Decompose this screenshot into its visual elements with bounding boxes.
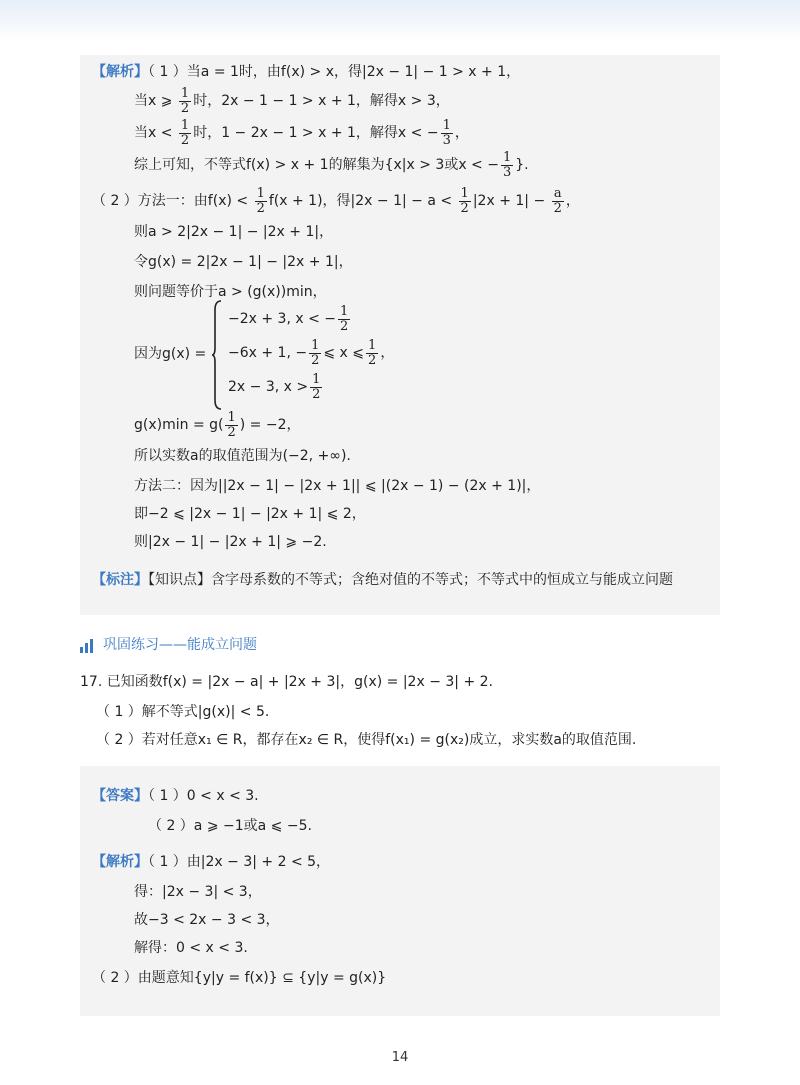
section-title xyxy=(80,634,257,654)
text: f(x + 1)，得|2x − 1| − a < xyxy=(268,193,457,209)
sol16-part2-line8: 方法二：因为||2x − 1| − |2x + 1|| ⩽ |(2x − 1) − (2x + 1)|， xyxy=(134,478,541,494)
text: ， xyxy=(565,193,580,209)
note-line xyxy=(92,570,673,590)
sol17-line3: 故−3 < 2x − 3 < 3， xyxy=(134,912,280,928)
text: 综上可知，不等式f(x) > x + 1的解集为{x|x > 3或x < − xyxy=(134,157,499,173)
text: （ 1 ）由|2x − 3| + 2 < 5， xyxy=(148,854,331,870)
text: −6x + 1, − xyxy=(228,345,308,361)
piecewise-case-2 xyxy=(228,338,394,368)
q17-part2: （ 2 ）若对任意x₁ ∈ R，都存在x₂ ∈ R，使得f(x₁) = g(x₂)成立，求实数a的取值范围. xyxy=(96,732,637,748)
sol16-line4 xyxy=(134,150,529,180)
fraction: $\frac{1}{2}$ xyxy=(368,337,377,368)
fraction: $\frac{1}{3}$ xyxy=(442,117,451,148)
text: }. xyxy=(515,157,529,173)
q17-part1: （ 1 ）解不等式|g(x)| < 5. xyxy=(96,704,270,720)
sol17-line2: 得：|2x − 3| < 3， xyxy=(134,884,262,900)
ans17-line2: （ 2 ）a ⩾ −1或a ⩽ −5. xyxy=(148,818,312,834)
note-text: 【知识点】含字母系数的不等式；含绝对值的不等式；不等式中的恒成立与能成立问题 xyxy=(148,572,673,588)
q17-stem: 17. 已知函数f(x) = |2x − a| + |2x + 3|，g(x) = |2x − 3| + 2. xyxy=(80,674,493,690)
signal-bars-icon xyxy=(80,637,95,653)
fraction: $\frac{1}{2}$ xyxy=(227,409,236,440)
fraction: $\frac{1}{2}$ xyxy=(256,185,265,216)
sol16-line3 xyxy=(134,118,469,148)
text: ， xyxy=(380,345,395,361)
text: |2x + 1| − xyxy=(472,193,550,209)
fraction: $\frac{1}{2}$ xyxy=(460,185,469,216)
text: ， xyxy=(454,125,469,141)
fraction: $\frac{1}{2}$ xyxy=(340,303,349,334)
analysis-tag: 【解析】 xyxy=(92,854,148,870)
left-brace-icon xyxy=(212,300,222,410)
header-band xyxy=(0,0,800,42)
text: −2x + 3, x < − xyxy=(228,311,337,327)
sol16-line2 xyxy=(134,86,450,116)
text: 2x − 3, x > xyxy=(228,379,309,395)
fraction: $\frac{1}{3}$ xyxy=(502,149,512,180)
text: （ 1 ）0 < x < 3. xyxy=(148,788,259,804)
sol16-part2-line4: 则问题等价于a > (g(x))min， xyxy=(134,284,327,300)
text: （ 2 ）方法一：由f(x) < xyxy=(92,193,253,209)
text: g(x)min = g( xyxy=(134,417,224,433)
page-number: 14 xyxy=(391,1050,409,1065)
text: （ 1 ）当a = 1时，由f(x) > x，得|2x − 1| − 1 > x + 1， xyxy=(148,64,521,80)
text: 时，1 − 2x − 1 > x + 1，解得x < − xyxy=(193,125,439,141)
fraction: $\frac{1}{2}$ xyxy=(312,371,321,402)
text: ⩽ x ⩽ xyxy=(323,345,365,361)
sol17-line4: 解得：0 < x < 3. xyxy=(134,940,248,956)
sol16-part2-line7: 所以实数a的取值范围为(−2, +∞). xyxy=(134,448,351,464)
ans17-line1 xyxy=(92,786,259,806)
piecewise-case-1 xyxy=(228,304,352,334)
section-title-text: 巩固练习——能成立问题 xyxy=(103,637,257,653)
sol16-line1 xyxy=(92,62,520,82)
sol16-part2-line9: 即−2 ⩽ |2x − 1| − |2x + 1| ⩽ 2， xyxy=(134,506,366,522)
fraction: $\frac{1}{2}$ xyxy=(311,337,320,368)
text: 当x ⩾ xyxy=(134,93,177,109)
sol17-line5: （ 2 ）由题意知{y|y = f(x)} ⊆ {y|y = g(x)} xyxy=(92,970,387,986)
sol16-part2-line6 xyxy=(134,410,301,440)
fraction: $\frac{1}{2}$ xyxy=(180,117,190,148)
sol16-part2-line2: 则a > 2|2x − 1| − |2x + 1|， xyxy=(134,224,334,240)
note-tag: 【标注】 xyxy=(92,572,148,588)
analysis-tag: 【解析】 xyxy=(92,64,148,80)
fraction: $\frac{1}{2}$ xyxy=(180,85,190,116)
text: 当x < xyxy=(134,125,177,141)
text: 时，2x − 1 − 1 > x + 1，解得x > 3， xyxy=(193,93,450,109)
text: ) = −2， xyxy=(239,417,301,433)
piecewise-case-3 xyxy=(228,372,324,402)
sol16-part2-line10: 则|2x − 1| − |2x + 1| ⩾ −2. xyxy=(134,534,327,550)
sol16-part2-line1 xyxy=(92,186,580,216)
answer-tag: 【答案】 xyxy=(92,788,148,804)
piecewise-prefix: 因为g(x) = xyxy=(134,346,207,362)
sol16-part2-line3: 令g(x) = 2|2x − 1| − |2x + 1|， xyxy=(134,254,353,270)
fraction: $\frac{a}{2}$ xyxy=(553,185,562,216)
sol17-line1 xyxy=(92,852,330,872)
